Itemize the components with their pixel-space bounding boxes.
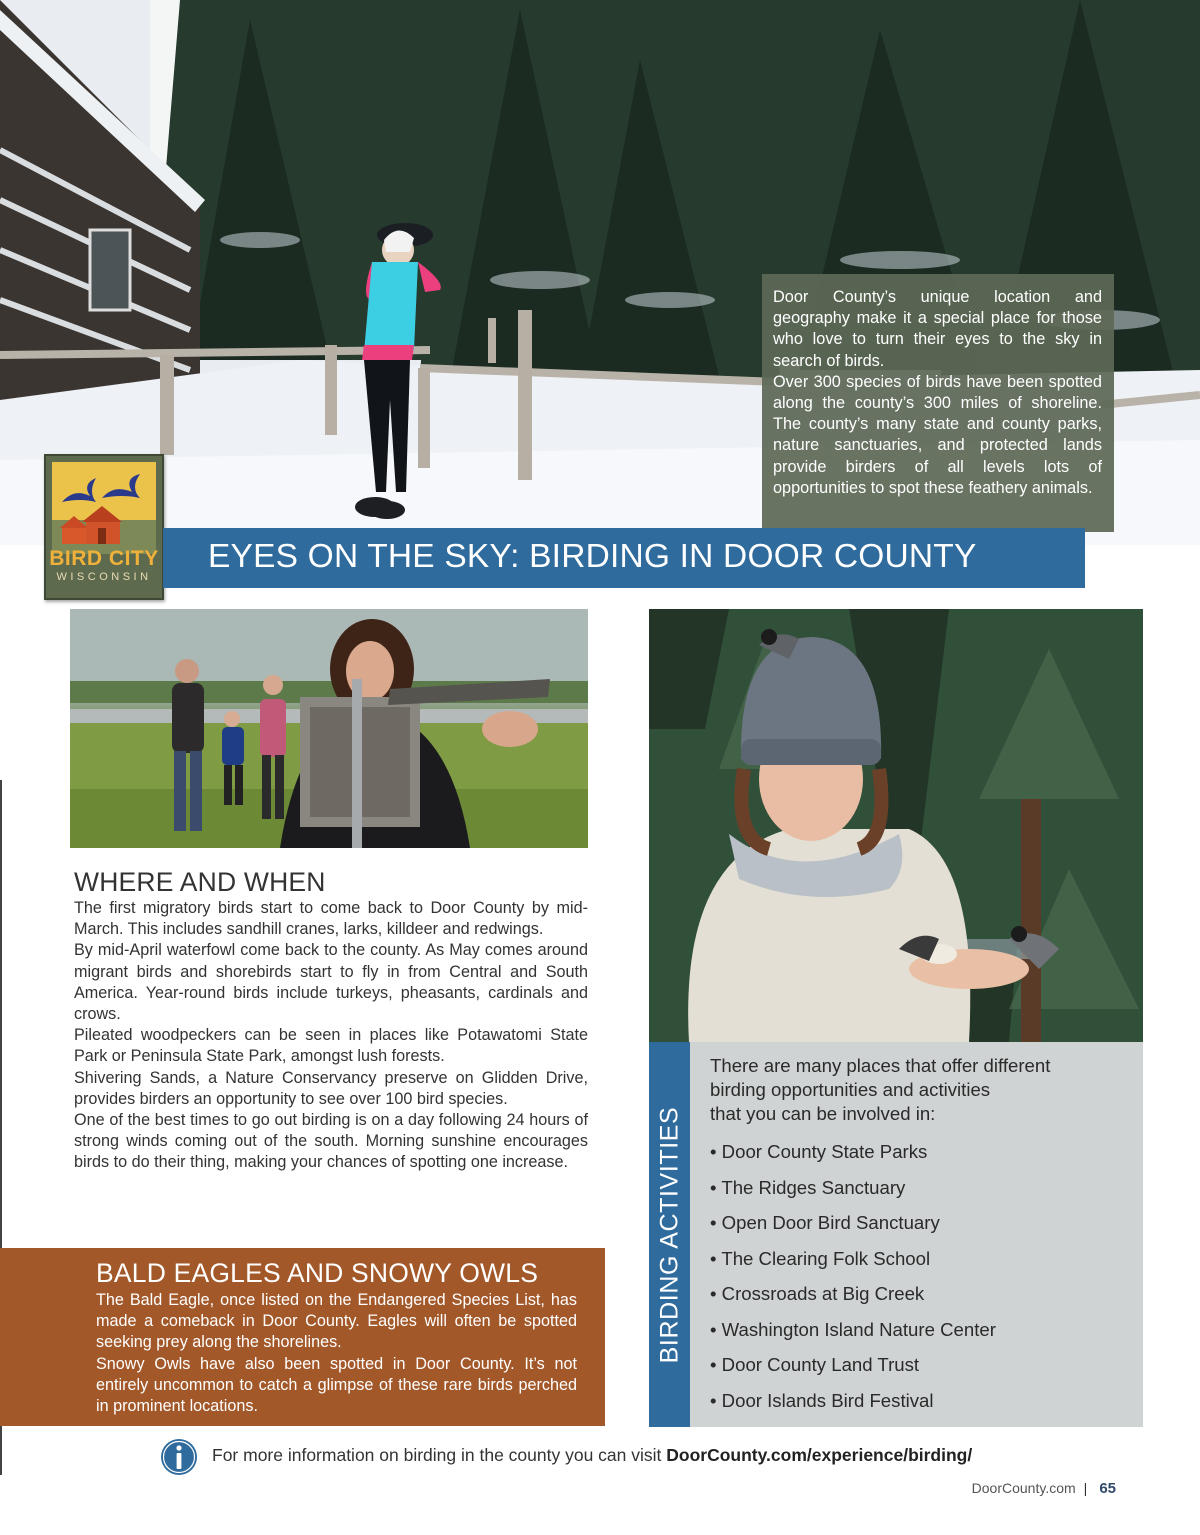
- page-footer: [972, 1480, 1116, 1497]
- chickadee-photo: [649, 609, 1143, 1042]
- badge-title: BIRD CITY: [49, 547, 159, 570]
- where-paragraph: Shivering Sands, a Nature Conservancy preserve on Glidden Drive, provides birders an opportunity to see over 100 bird species.: [74, 1068, 588, 1108]
- activities-intro-line: There are many places that offer different: [710, 1055, 1051, 1076]
- eagles-heading: BALD EAGLES AND SNOWY OWLS: [96, 1258, 539, 1288]
- list-item: • Washington Island Nature Center: [710, 1318, 996, 1340]
- footer-separator: |: [1083, 1480, 1088, 1496]
- hero-caption: [762, 274, 1114, 532]
- title-bar: [163, 528, 1085, 588]
- hero-photo: [0, 0, 1200, 545]
- list-item: • Door County State Parks: [710, 1141, 928, 1162]
- nestbox-photo: [70, 609, 588, 848]
- list-item: • Open Door Bird Sanctuary: [710, 1212, 940, 1233]
- activities-intro-line: birding opportunities and activities: [710, 1079, 991, 1100]
- eagles-owls-section: [0, 1248, 605, 1426]
- list-item: • Door Islands Bird Festival: [710, 1389, 934, 1411]
- more-info-label: For more information on birding in the county you can visit: [212, 1445, 667, 1465]
- info-icon: [160, 1438, 198, 1476]
- activities-panel: [690, 1042, 1143, 1427]
- page-title: EYES ON THE SKY: BIRDING IN DOOR COUNTY: [208, 538, 977, 575]
- activities-intro-line: that you can be involved in:: [710, 1103, 936, 1124]
- activities-intro: [710, 1054, 1133, 1126]
- list-item: • Door County Land Trust: [710, 1354, 920, 1375]
- bird-city-logo: [44, 454, 164, 600]
- activities-list: [710, 1134, 1133, 1418]
- eagles-paragraph: The Bald Eagle, once listed on the Endangered Species List, has made a comeback in Door County. Eagles will often be spotted seeking prey along the shorelines.: [96, 1291, 577, 1352]
- bird-city-emblem: [52, 462, 156, 554]
- where-paragraph: The first migratory birds start to come back to Door County by mid-March. This includes sandhill cranes, larks, killdeer and redwings.: [74, 899, 588, 939]
- more-info-link[interactable]: DoorCounty.com/experience/birding/: [666, 1445, 973, 1465]
- page-number: 65: [1099, 1480, 1116, 1497]
- badge-subtitle: WISCONSIN: [56, 571, 152, 583]
- chickadee-illustration: [649, 609, 1143, 1042]
- eagles-paragraph: Snowy Owls have also been spotted in Door County. It’s not entirely uncommon to catch a glimpse of these rare birds perched in prominent locations.: [96, 1354, 577, 1416]
- where-heading: WHERE AND WHEN: [74, 867, 326, 897]
- where-paragraph: By mid-April waterfowl come back to the county. As May comes around migrant birds and shorebirds start to fly in from Central and South America. Year-round birds include turkeys, pheasants, cardinals and crows.: [74, 941, 588, 1024]
- list-item: • Crossroads at Big Creek: [710, 1283, 925, 1304]
- where-paragraph: Pileated woodpeckers can be seen in places like Potawatomi State Park or Peninsula State Park, amongst lush forests.: [74, 1026, 588, 1066]
- where-paragraph: One of the best times to go out birding is on a day following 24 hours of strong winds coming out of the south. Morning sunshine encourages birds to do their thing, making your chances of spotting one increase.: [74, 1111, 588, 1172]
- list-item: • The Ridges Sanctuary: [710, 1176, 906, 1198]
- list-item: • The Clearing Folk School: [710, 1247, 931, 1269]
- activities-side-text: BIRDING ACTIVITIES: [655, 1106, 683, 1363]
- nestbox-illustration: [70, 609, 588, 848]
- more-info-text: [212, 1445, 972, 1466]
- hero-caption-paragraph: Door County’s unique location and geography make it a special place for those who love to turn their eyes to the sky in search of birds.: [773, 288, 1102, 370]
- footer-site[interactable]: DoorCounty.com: [971, 1480, 1076, 1496]
- activities-side-label: [649, 1042, 690, 1427]
- hero-caption-paragraph: Over 300 species of birds have been spotted along the county’s 300 miles of shoreline. The county’s many state and county parks, nature sanctuaries, and protected lands provide birders of all levels lots of opportunities to spot these feathery animals.: [773, 372, 1102, 497]
- where-and-when-section: [74, 866, 588, 1174]
